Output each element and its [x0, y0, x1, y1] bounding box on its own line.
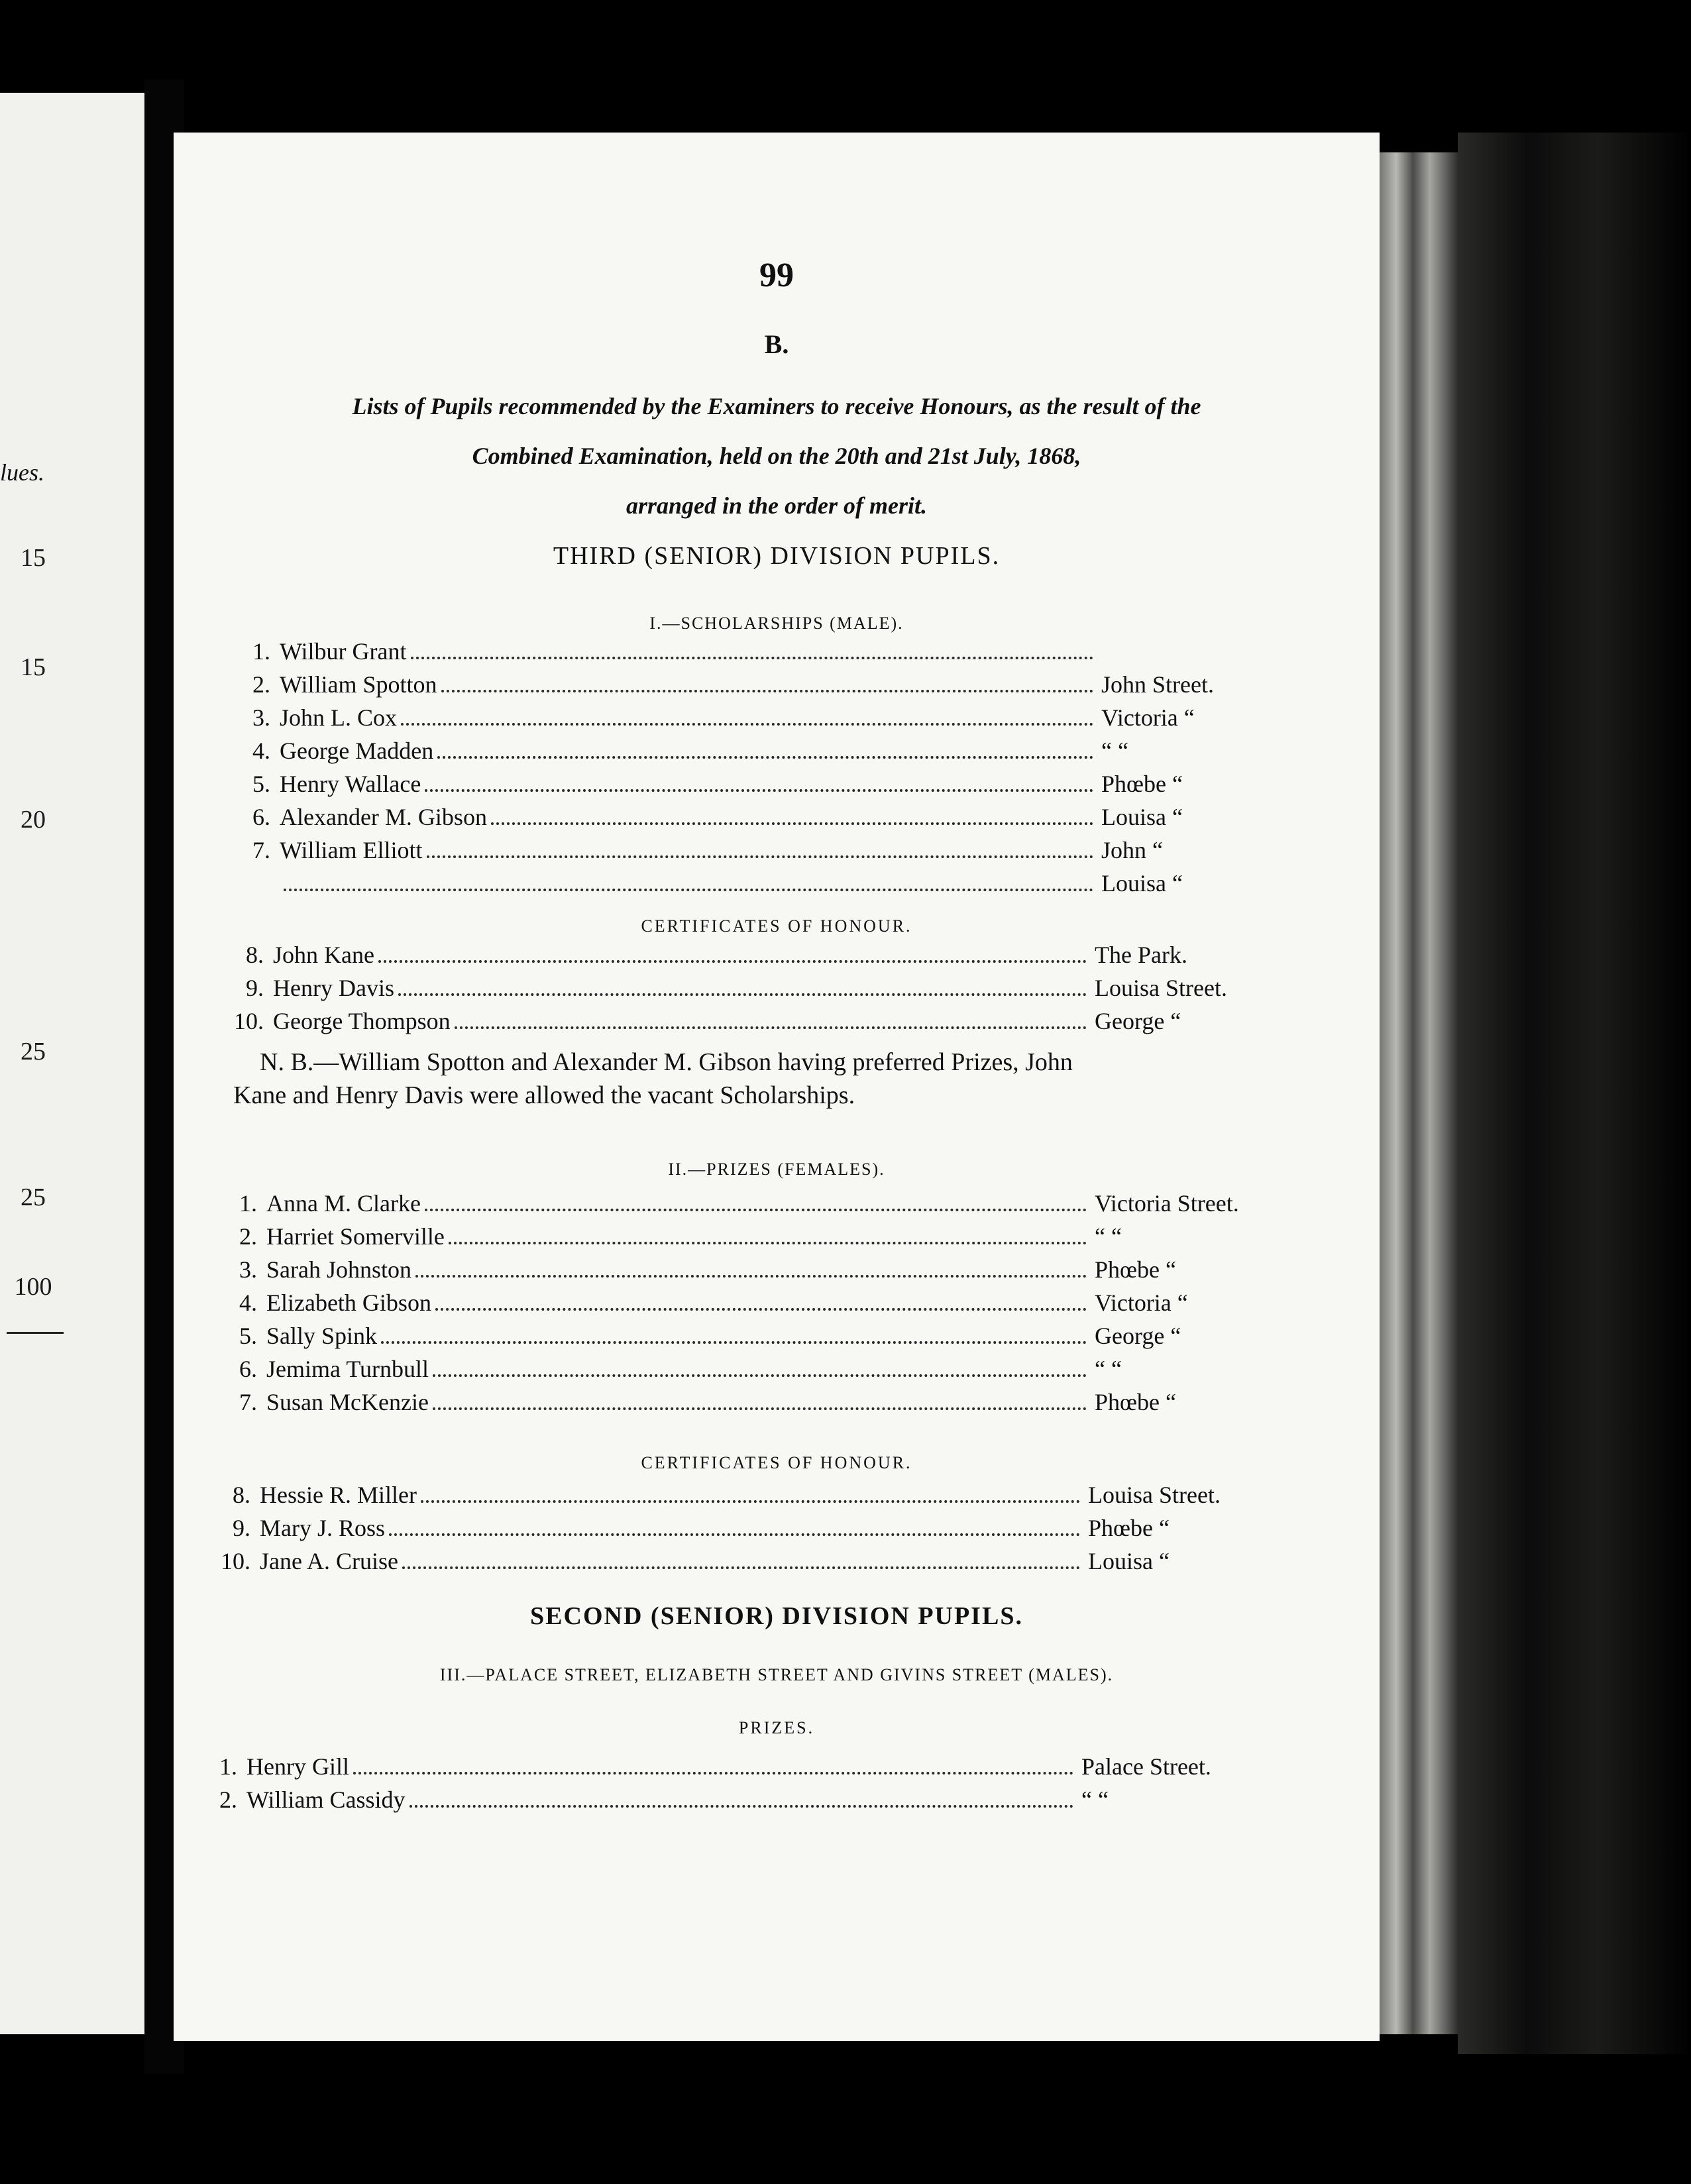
note-line: N. B.—William Spotton and Alexander M. Gibson having preferred Prizes, John: [260, 1048, 1073, 1076]
entry-number: 7.: [252, 837, 270, 863]
entry-number: 2.: [252, 671, 270, 698]
list-item: [220, 1355, 1274, 1384]
list-item: [220, 1289, 1274, 1318]
subsection-title: I.—SCHOLARSHIPS (MALE).: [649, 614, 904, 633]
page-number: 99: [759, 256, 794, 294]
entry-number: 8.: [233, 1482, 250, 1508]
section-title: THIRD (SENIOR) DIVISION PUPILS.: [553, 542, 1001, 570]
list-item: [227, 941, 1274, 970]
appendix-letter: B.: [764, 329, 789, 359]
school-name: “ “: [1095, 1356, 1122, 1382]
list-item: [233, 671, 1280, 700]
dot-leader: [389, 1533, 1080, 1536]
left-page-value: 25: [21, 1038, 46, 1065]
entry-number: 2.: [239, 1223, 257, 1250]
list-item: [227, 974, 1274, 1003]
pupil-name: John L. Cox: [280, 704, 398, 731]
left-facing-page: [0, 93, 144, 2034]
school-name: George “: [1095, 1323, 1181, 1349]
pupil-name: Jemima Turnbull: [266, 1356, 429, 1382]
dot-leader: [353, 1772, 1073, 1774]
dot-leader: [425, 1209, 1087, 1211]
entry-number: 3.: [239, 1256, 257, 1283]
pupil-name: William Cassidy: [246, 1786, 406, 1813]
school-name: Louisa “: [1101, 870, 1183, 897]
school-name: The Park.: [1095, 942, 1187, 968]
dot-leader: [378, 960, 1087, 963]
list-item: [213, 1514, 1267, 1543]
list-item: [220, 1189, 1274, 1219]
entry-number: 9.: [233, 1515, 250, 1541]
school-name: Louisa “: [1088, 1548, 1170, 1574]
school-name: Phœbe “: [1095, 1389, 1176, 1415]
list-item: [227, 1007, 1274, 1036]
dot-leader: [437, 756, 1093, 759]
pupil-name: Alexander M. Gibson: [280, 804, 487, 830]
school-name: “ “: [1081, 1786, 1109, 1813]
left-page-value: 15: [21, 653, 46, 681]
left-page-total: 100: [14, 1273, 52, 1301]
left-page-value: 15: [21, 544, 46, 572]
entry-number: 5.: [252, 771, 270, 797]
dot-leader: [284, 889, 1093, 891]
subsection-title: III.—PALACE STREET, ELIZABETH STREET AND GIVINS STREET (MALES).: [439, 1665, 1114, 1684]
dot-leader: [441, 690, 1093, 692]
pupil-name: Harriet Somerville: [266, 1223, 445, 1250]
dot-leader: [455, 1026, 1087, 1029]
entry-number: 1.: [219, 1753, 237, 1780]
entry-number: 4.: [252, 737, 270, 764]
subsection-title: CERTIFICATES OF HONOUR.: [641, 916, 912, 936]
school-name: George “: [1095, 1008, 1181, 1034]
dot-leader: [433, 1374, 1087, 1377]
entry-number: 10.: [221, 1548, 250, 1574]
pupil-name: Sally Spink: [266, 1323, 378, 1349]
book-cover-shadow: [1458, 133, 1691, 2054]
dot-leader: [435, 1308, 1087, 1311]
dot-leader: [401, 723, 1093, 726]
entry-number: 5.: [239, 1323, 257, 1349]
list-item: [220, 1256, 1274, 1285]
entry-number: 2.: [219, 1786, 237, 1813]
school-name: Victoria Street.: [1095, 1190, 1239, 1217]
pupil-name: Henry Wallace: [280, 771, 421, 797]
dot-leader: [427, 855, 1093, 858]
entry-number: 8.: [246, 942, 264, 968]
pupil-name: Sarah Johnston: [266, 1256, 411, 1283]
pupil-name: Mary J. Ross: [260, 1515, 386, 1541]
dot-leader: [421, 1500, 1080, 1503]
entry-number: 7.: [239, 1389, 257, 1415]
pupil-name: Henry Gill: [246, 1753, 349, 1780]
dot-leader: [409, 1805, 1073, 1808]
pupil-name: William Spotton: [280, 671, 437, 698]
school-name: Louisa Street.: [1095, 975, 1227, 1001]
list-item: [233, 637, 1280, 667]
pupil-name: George Madden: [280, 737, 434, 764]
dot-leader: [425, 789, 1093, 792]
entry-number: 6.: [239, 1356, 257, 1382]
note-line: Kane and Henry Davis were allowed the vacant Scholarships.: [233, 1081, 855, 1109]
entry-number: 10.: [234, 1008, 264, 1034]
list-item: [213, 1481, 1267, 1510]
list-item: [213, 1547, 1267, 1576]
list-item: [200, 1753, 1260, 1782]
pupil-name: Elizabeth Gibson: [266, 1289, 431, 1316]
school-name: “ “: [1095, 1223, 1122, 1250]
dot-leader: [449, 1242, 1087, 1244]
section-title: SECOND (SENIOR) DIVISION PUPILS.: [530, 1602, 1023, 1630]
list-item: [200, 1786, 1260, 1815]
dot-leader: [433, 1407, 1087, 1410]
dot-leader: [415, 1275, 1087, 1278]
intro-line: Combined Examination, held on the 20th and 21st July, 1868,: [472, 443, 1081, 469]
pupil-name: Henry Davis: [273, 975, 394, 1001]
list-item: [233, 836, 1280, 865]
dot-leader: [398, 993, 1087, 996]
intro-line: arranged in the order of merit.: [626, 492, 928, 519]
list-item: [233, 770, 1280, 799]
left-page-header-fragment: lues.: [0, 459, 44, 486]
pupil-name: Jane A. Cruise: [260, 1548, 398, 1574]
list-item: [220, 1388, 1274, 1417]
school-name: Phœbe “: [1101, 771, 1183, 797]
school-name: Louisa “: [1101, 804, 1183, 830]
list-item: [233, 803, 1280, 832]
list-item: [220, 1223, 1274, 1252]
dot-leader: [402, 1566, 1080, 1569]
dot-leader: [381, 1341, 1087, 1344]
pupil-name: John Kane: [273, 942, 374, 968]
school-name: John Street.: [1101, 671, 1214, 698]
pupil-name: William Elliott: [280, 837, 423, 863]
left-page-rule: [7, 1332, 64, 1334]
pupil-name: Anna M. Clarke: [266, 1190, 421, 1217]
school-name: Victoria “: [1101, 704, 1195, 731]
intro-line: Lists of Pupils recommended by the Examiners to receive Honours, as the result of the: [352, 393, 1201, 419]
school-name: John “: [1101, 837, 1163, 863]
subsection-title: II.—PRIZES (FEMALES).: [668, 1160, 885, 1179]
entry-number: 1.: [239, 1190, 257, 1217]
left-page-value: 25: [21, 1183, 46, 1211]
left-page-value: 20: [21, 806, 46, 834]
entry-number: 9.: [246, 975, 264, 1001]
list-item: [220, 1322, 1274, 1351]
pupil-name: Hessie R. Miller: [260, 1482, 417, 1508]
entry-number: 1.: [252, 638, 270, 665]
subsection-title: PRIZES.: [738, 1718, 815, 1737]
school-name: Victoria “: [1095, 1289, 1188, 1316]
pupil-name: Wilbur Grant: [280, 638, 407, 665]
school-name: Palace Street.: [1081, 1753, 1211, 1780]
school-name: Phœbe “: [1088, 1515, 1170, 1541]
school-name: Louisa Street.: [1088, 1482, 1221, 1508]
list-item: [233, 869, 1280, 899]
pupil-name: Susan McKenzie: [266, 1389, 429, 1415]
entry-number: 4.: [239, 1289, 257, 1316]
entry-number: 3.: [252, 704, 270, 731]
entry-number: 6.: [252, 804, 270, 830]
pupil-name: George Thompson: [273, 1008, 451, 1034]
dot-leader: [491, 822, 1093, 825]
list-item: [233, 737, 1280, 766]
school-name: Phœbe “: [1095, 1256, 1176, 1283]
school-name: “ “: [1101, 737, 1128, 764]
document-page: [174, 133, 1380, 2041]
dot-leader: [411, 657, 1094, 659]
list-item: [233, 704, 1280, 733]
subsection-title: CERTIFICATES OF HONOUR.: [641, 1453, 912, 1472]
